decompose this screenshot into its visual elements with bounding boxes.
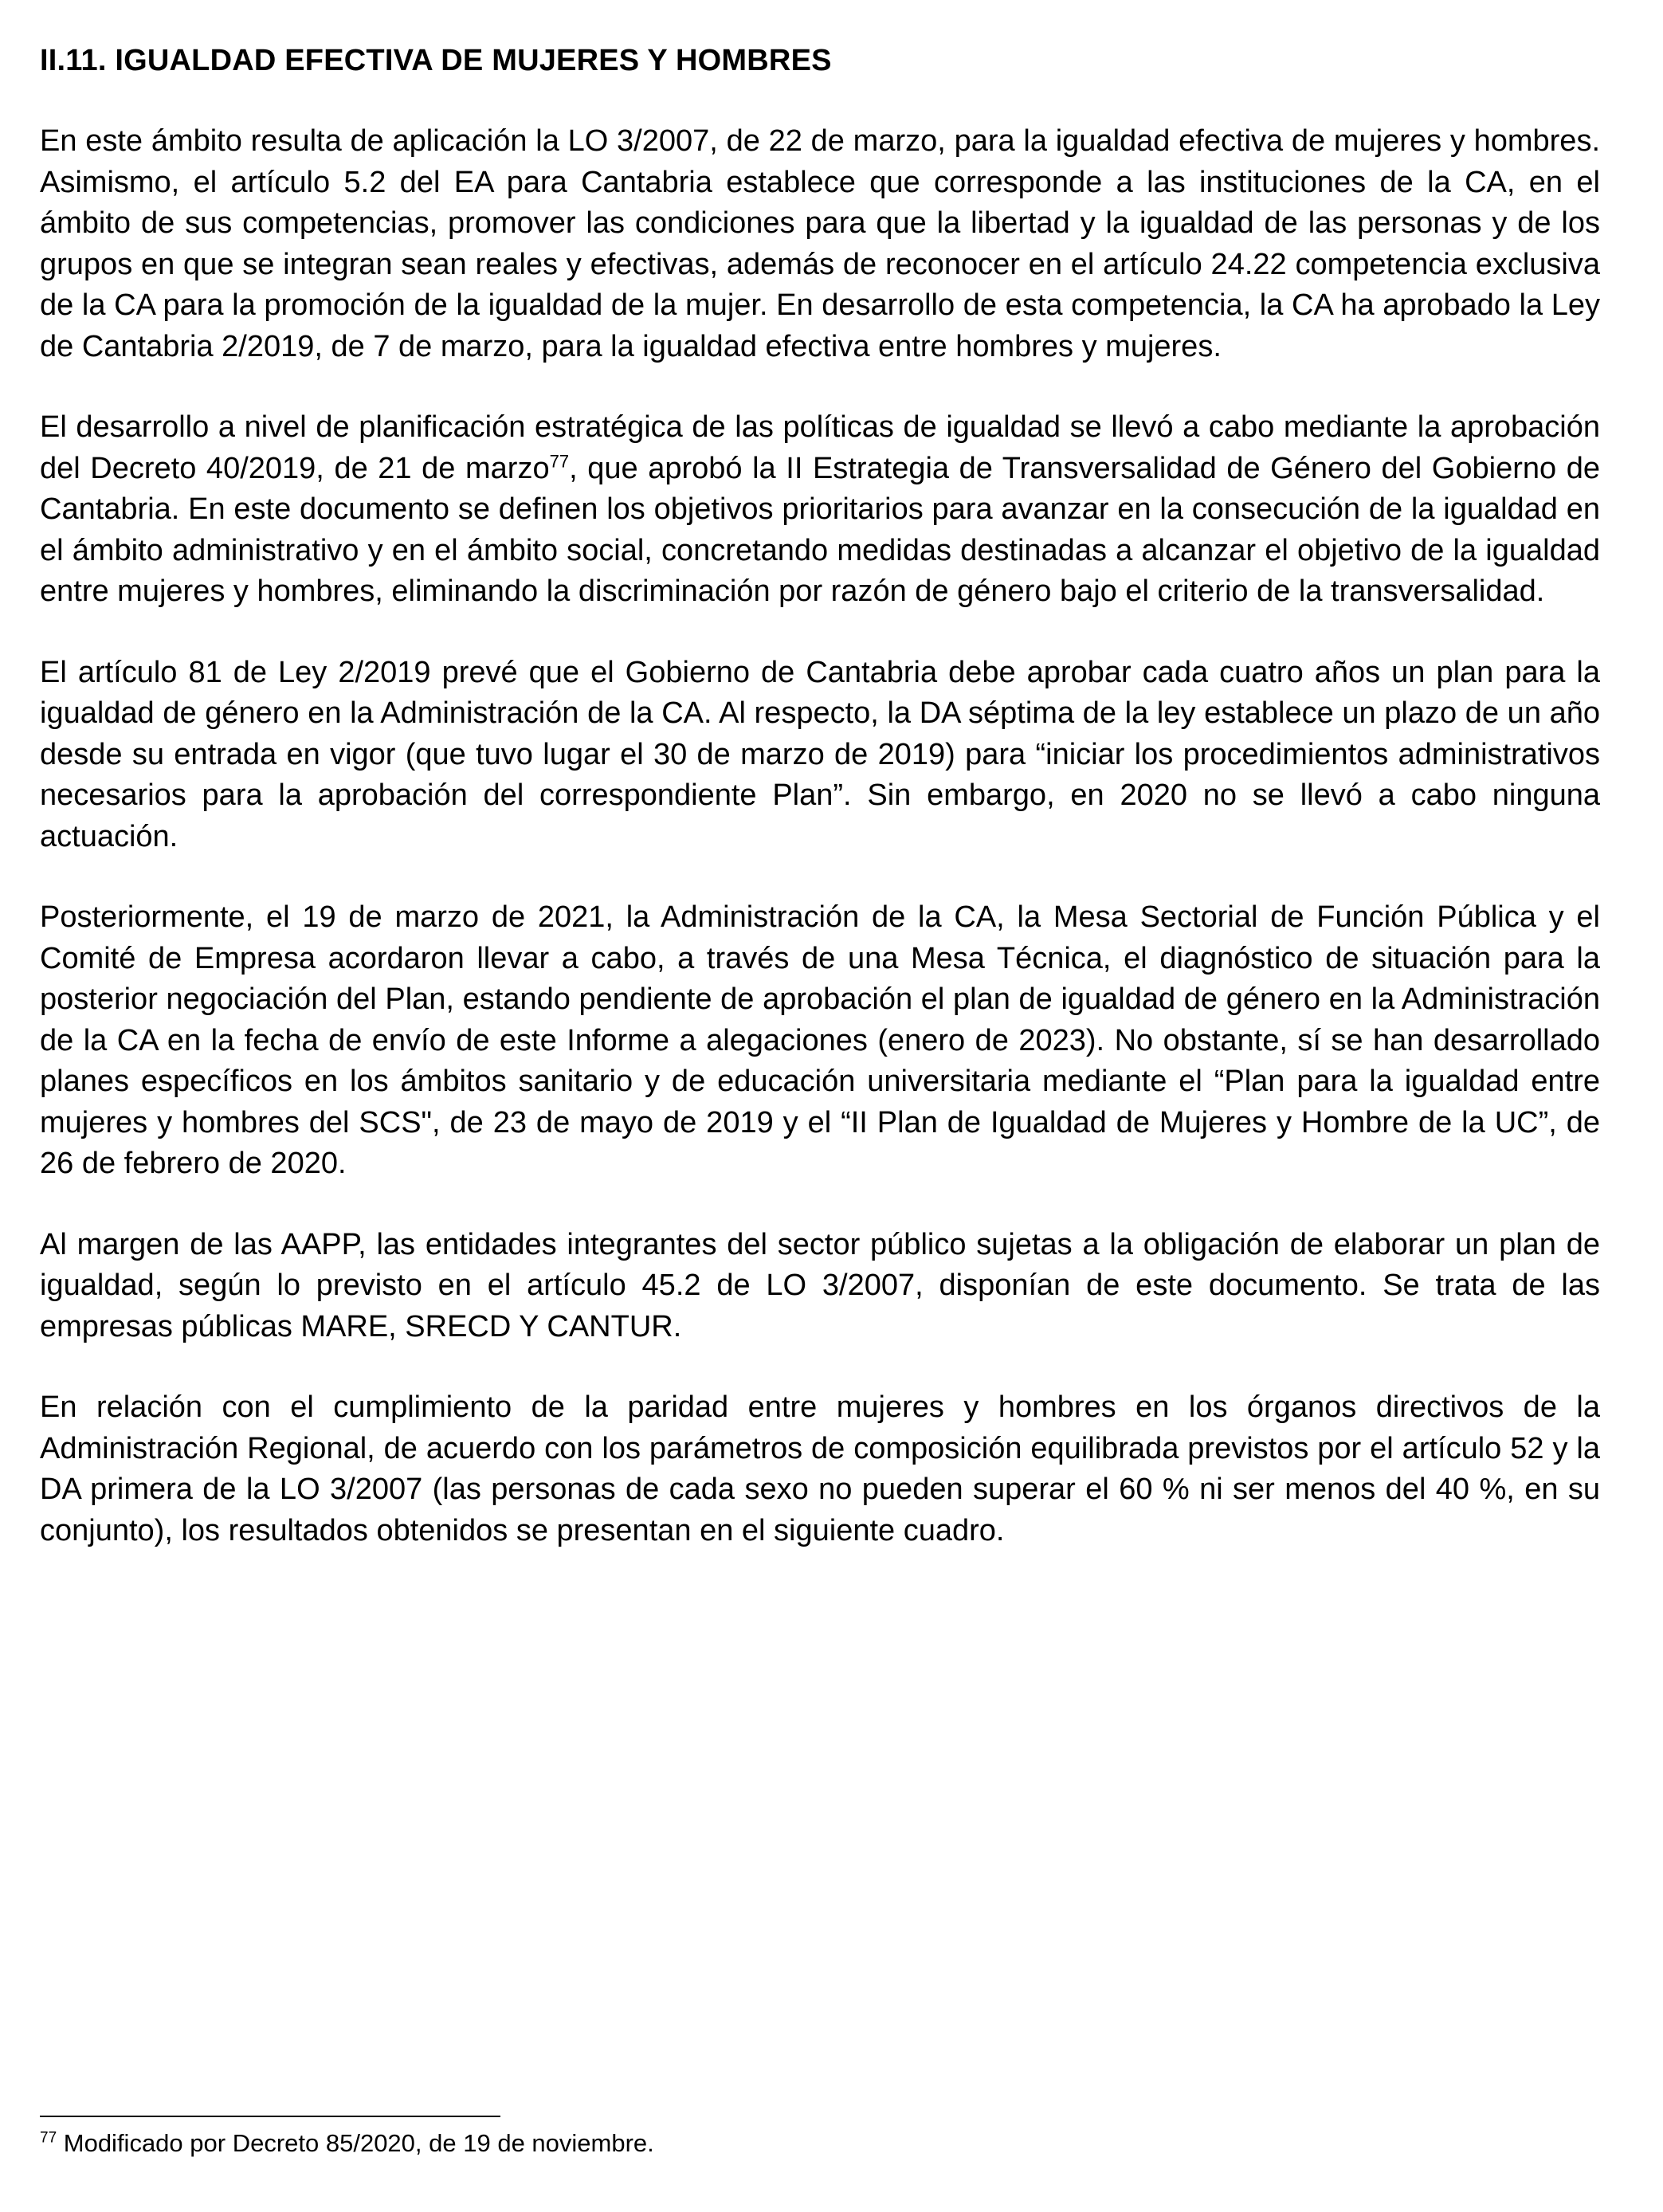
paragraph-strategic-planning-text-end: , que aprobó la II Estrategia de Transversalidad de Género del Gobierno de Cantabria. En este documento se definen los objetivos prioritarios para avanzar en la consecución de la igualdad en el ámbito administrativo y en el ámbito social, concretando medidas destinadas a alcanzar el objetivo de la igualdad entre mujeres y hombres, eliminando la discriminación por razón de género bajo el criterio de la transversalidad. xyxy=(40,451,1600,608)
paragraph-governing-bodies-parity: En relación con el cumplimiento de la paridad entre mujeres y hombres en los órganos directivos de la Administración Regional, de acuerdo con los parámetros de composición equilibrada previstos por el artículo 52 y la DA primera de la LO 3/2007 (las personas de cada sexo no pueden superar el 60 % ni ser menos del 40 %, en su conjunto), los resultados obtenidos se presentan en el siguiente cuadro. xyxy=(40,1390,1600,1547)
paragraph-strategic-planning xyxy=(40,407,1600,613)
footnote-text: Modificado por Decreto 85/2020, de 19 de noviembre. xyxy=(57,2129,654,2157)
paragraph-public-entities: Al margen de las AAPP, las entidades integrantes del sector público sujetas a la obligación de elaborar un plan de igualdad, según lo previsto en el artículo 45.2 de LO 3/2007, disponían de este documento. Se trata de las empresas públicas MARE, SRECD Y CANTUR. xyxy=(40,1227,1600,1343)
footnote-separator xyxy=(40,2116,500,2117)
section-heading: II.11. IGUALDAD EFECTIVA DE MUJERES Y HOMBRES xyxy=(40,44,832,77)
paragraph-subsequent-actions: Posteriormente, el 19 de marzo de 2021, la Administración de la CA, la Mesa Sectorial de Función Pública y el Comité de Empresa acordaron llevar a cabo, a través de una Mesa Técnica, el diagnóstico de situación para la posterior negociación del Plan, estando pendiente de aprobación el plan de igualdad de género en la Administración de la CA en la fecha de envío de este Informe a alegaciones (enero de 2023). No obstante, sí se han desarrollado planes específicos en los ámbitos sanitario y de educación universitaria mediante el “Plan para la igualdad entre mujeres y hombres del SCS", de 23 de mayo de 2019 y el “II Plan de Igualdad de Mujeres y Hombre de la UC”, de 26 de febrero de 2020. xyxy=(40,900,1600,1180)
footnote-number: 77 xyxy=(40,2129,57,2147)
document-page xyxy=(40,38,1600,1591)
paragraph-strategic-planning-text-start: El desarrollo a nivel de planificación estratégica de las políticas de igualdad se llevó a cabo mediante la aprobación del Decreto 40/2019, de 21 de marzo xyxy=(40,410,1600,485)
footnote-reference[interactable]: 77 xyxy=(549,450,570,471)
paragraph-legal-framework: En este ámbito resulta de aplicación la LO 3/2007, de 22 de marzo, para la igualdad efectiva de mujeres y hombres. Asimismo, el artículo 5.2 del EA para Cantabria establece que corresponde a las instituciones de la CA, en el ámbito de sus competencias, promover las condiciones para que la libertad y la igualdad de las personas y de los grupos en que se integran sean reales y efectivas, además de reconocer en el artículo 24.22 competencia exclusiva de la CA para la promoción de la igualdad de la mujer. En desarrollo de esta competencia, la CA ha aprobado la Ley de Cantabria 2/2019, de 7 de marzo, para la igualdad efectiva entre hombres y mujeres. xyxy=(40,124,1600,363)
footnote xyxy=(40,2128,654,2159)
paragraph-equality-plan-deadline: El artículo 81 de Ley 2/2019 prevé que el Gobierno de Cantabria debe aprobar cada cuatro años un plan para la igualdad de género en la Administración de la CA. Al respecto, la DA séptima de la ley establece un plazo de un año desde su entrada en vigor (que tuvo lugar el 30 de marzo de 2019) para “iniciar los procedimientos administrativos necesarios para la aprobación del correspondiente Plan”. Sin embargo, en 2020 no se llevó a cabo ninguna actuación. xyxy=(40,655,1600,853)
